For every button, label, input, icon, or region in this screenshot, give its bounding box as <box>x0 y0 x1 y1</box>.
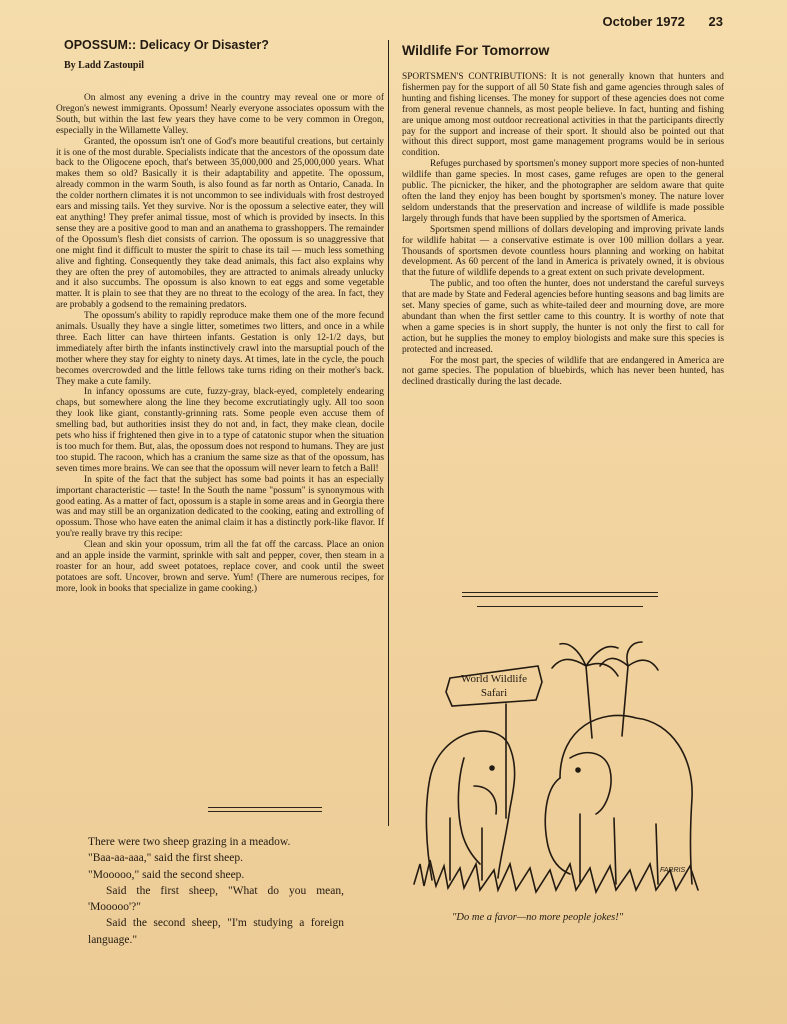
article-paragraph: Clean and skin your opossum, trim all the fat off the carcass. Place an onion and an apple inside the varmint, sprinkle with salt and pepper, cover, then steam in a roaster for an hour, add sweet potatoes, replace cover, and cook until the sweet potatoes are soft. Uncover, brown and serve. Yum! (There are numerous recipes, for more, look in books that specialize in game cooking.) <box>56 540 384 594</box>
article-paragraph: Refuges purchased by sportsmen's money support more species of non-hunted wildlife than game species. In most cases, game refuges are open to the general public. The picnicker, the hiker, and the photographer are seldom aware that quite often the land they enjoy has been bought by sportsmen's money. The nature lover seldom understands that the preservation and increase of wildlife is made possible largely through funds that have been supplied by the sportsmen of America. <box>402 159 724 224</box>
section-rule <box>462 592 658 597</box>
article-paragraph: SPORTSMEN'S CONTRIBUTIONS: It is not generally known that hunters and fishermen pay for the support of all 50 State fish and game agencies through sales of hunting and fishing licenses. The money for support of these agencies does not come from general revenue channels, as most people believe. In fact, hunting and fishing are unique among most outdoor recreational activities in that the participants directly pay for the support and increase of their sport. It should also be pointed out that without this direct support, most game management programs would be in serious condition. <box>402 72 724 159</box>
elephant-cartoon <box>410 618 710 908</box>
article-paragraph: On almost any evening a drive in the country may reveal one or more of Oregon's newest immigrants. Opossum! Nearly everyone associates opossum with the South, but within the last few years they have come to be very common in Oregon, especially in the Willamette Valley. <box>56 93 384 136</box>
article-title: OPOSSUM:: Delicacy Or Disaster? <box>64 38 269 52</box>
article-paragraph: In infancy opossums are cute, fuzzy-gray, black-eyed, completely endearing chaps, but somewhere along the line they become excrutiatingly ugly. All too soon they look like giant, constantly-grinning rats. Some people even accuse them of smelling bad, but authorities insist they do not and, in fact, they make clean, docile pets who hiss if frightened then give in to a type of catatonic stupor when the situation is too much for them. But, alas, the opossum does not respond to humans. They are just too stupid. The racoon, which has a cranium the same size as that of the opossum, has seven times more brains. We can see that the opossum will never learn to fetch a Ball! <box>56 387 384 474</box>
article-paragraph: Sportsmen spend millions of dollars developing and improving private lands for wildlife habitat — a conservative estimate is over 100 million dollars a year. Thousands of sportsmen devote countless hours planning and working on habitat development. As 60 percent of the land in America is privately owned, it is obvious that the future of wildlife depends to a great extent on such private development. <box>402 224 724 279</box>
article-paragraph: For the most part, the species of wildlife that are endangered in America are not game species. The population of bluebirds, which has never been hunted, has declined drastically during the last decade. <box>402 355 724 388</box>
page-number: 23 <box>708 14 723 29</box>
joke-line: Said the second sheep, "I'm studying a foreign language." <box>88 917 344 946</box>
cartoon-caption: "Do me a favor—no more people jokes!" <box>452 912 624 923</box>
page-header <box>583 14 723 29</box>
sign-text-2: Safari <box>480 687 508 699</box>
joke-line: "Mooooo," said the second sheep. <box>88 868 245 881</box>
column-divider <box>388 40 389 826</box>
joke-line: "Baa-aa-aaa," said the first sheep. <box>88 852 243 865</box>
article-paragraph: The public, and too often the hunter, does not understand the careful surveys that are made by State and Federal agencies before hunting seasons and bag limits are set. Many species of game, such as white-tailed deer and mourning dove, are more abundant than when the first settler came to this country. It is worthy of note that when a game species is in short supply, the hunter is not only the first to call for action, but he supplies the money to employ biologists and make sure this species is protected and increased. <box>402 279 724 355</box>
section-rule-thin <box>477 606 643 607</box>
article-paragraph: The opossum's ability to rapidly reproduce make them one of the more fecund animals. Usually they have a single litter, sometimes two litters, and once in a while three. Each litter can have thirteen infants. Gestation is only 12-1/2 days, but immediately after birth the infants instinctively crawl into the marsuptial pouch of the mother where they stay for eighty to ninety days. At times, late in the cycle, the pouch becomes overcrowded and the little fellows take turns riding on their mother's back. They make a cute family. <box>56 311 384 387</box>
article-byline: By Ladd Zastoupil <box>64 60 145 71</box>
sheep-joke <box>88 834 344 948</box>
article-paragraph: Granted, the opossum isn't one of God's more beautiful creations, but certainly it is one of the most durable. Specialists indicate that the ancestors of the opossum date back to the Oligocene epoch, that's between 35,000,000 and 25,000,000 years. What makes them so old? Basically it is their adaptability and appetite. The opossum, already common in the warm South, is also found as far north as Ontario, Canada. In the colder northern climates it is not uncommon to see individuals with frost destroyed ears and missing tails. Yet they survive. Nor is the opossum a selective eater, they will eat anything! They prefer animal tissue, most of which is provided by insects. In this sense they are a positive good to man and an anathema to grasshoppers. The remainder of the Opossum's flesh diet consists of carrion. The opossum is so unaggressive that one might find it difficult to muster the spirit to chase its tail — much less something alive and fighting. Consequently they take dead animals, this fact also explains why they are often the prey of automobiles, they are attracted to animals already unlucky and it also succumbs. The opossum is also known to eat eggs and some vegetable matter. It is plain to see that they are no threat to the ecology of the area. In fact, they are probably a godsend to the remaining predators. <box>56 136 384 311</box>
opossum-article <box>56 38 384 595</box>
article-title: Wildlife For Tomorrow <box>402 42 550 58</box>
article-body <box>56 93 384 595</box>
section-rule <box>208 807 322 812</box>
wildlife-article <box>402 42 724 388</box>
joke-line: There were two sheep grazing in a meadow. <box>88 836 291 848</box>
article-paragraph: In spite of the fact that the subject has some bad points it has an especially important characteristic — taste! In the South the name "possum" is synonymous with good eating. As a matter of fact, opossum is a staple in some areas and in Georgia there was and may still be an organization dedicated to the cooking, eating and extrolling of opossum. Those who have eaten the animal claim it has a distinctly pork-like flavor. If you're really brave try this recipe: <box>56 474 384 540</box>
article-body <box>402 72 724 388</box>
sign-text-1: World Wildlife <box>461 673 527 685</box>
artist-signature: FARRIS <box>660 867 686 874</box>
joke-line: Said the first sheep, "What do you mean, 'Mooooo'?" <box>88 884 344 914</box>
issue-date: October 1972 <box>602 14 685 29</box>
